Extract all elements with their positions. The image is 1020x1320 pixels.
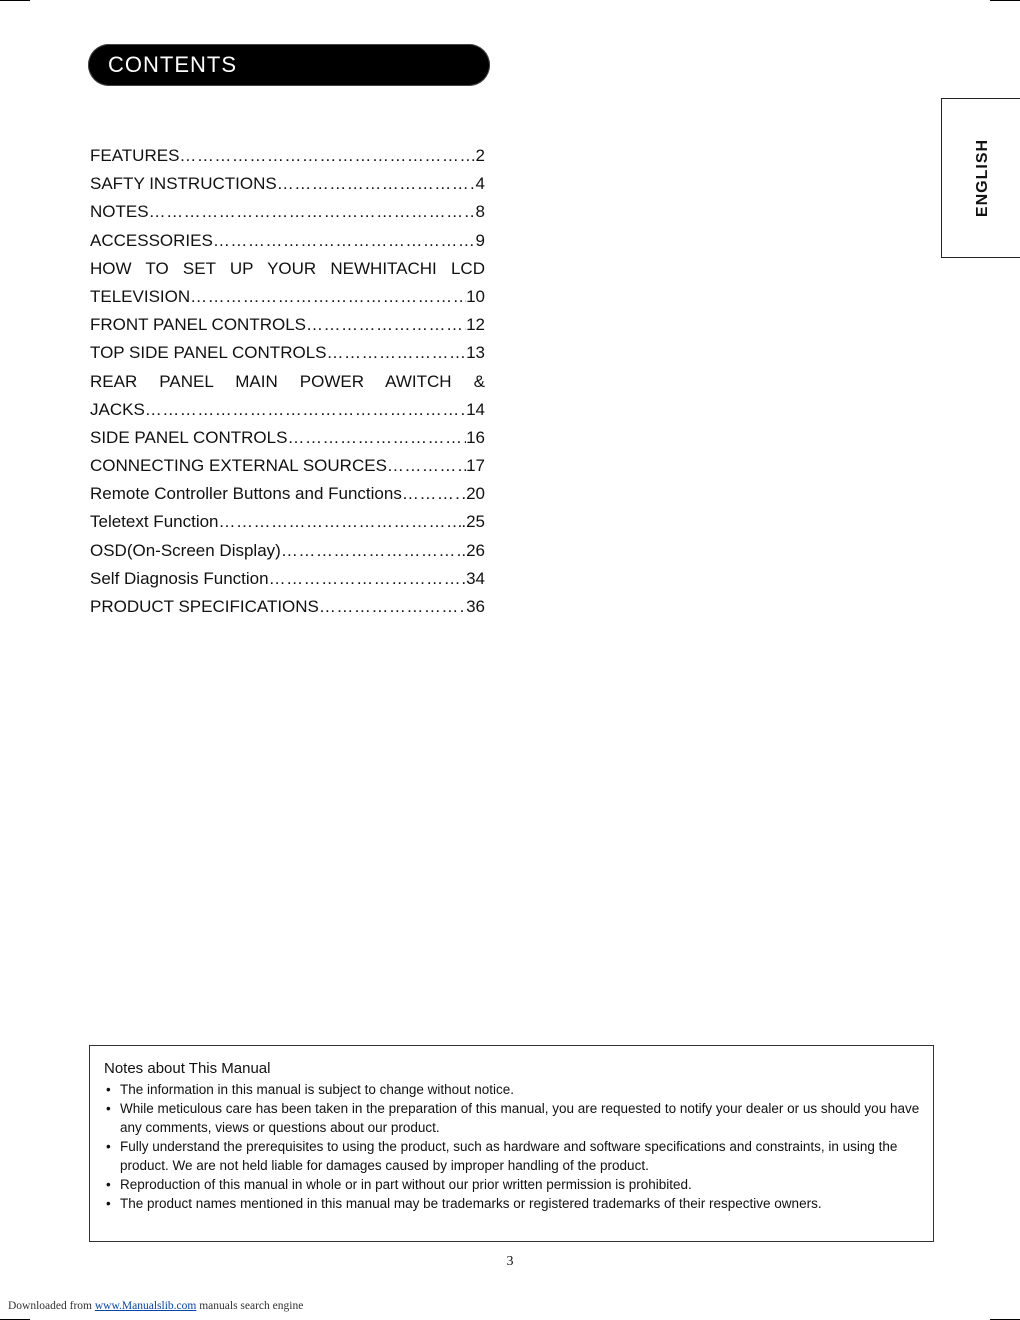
contents-banner — [88, 44, 490, 86]
toc-entry-title: CONNECTING EXTERNAL SOURCES — [90, 456, 387, 476]
toc-entry[interactable] — [90, 311, 485, 339]
toc-leader-dots — [387, 452, 466, 480]
toc-entry-page: .26 — [461, 540, 485, 560]
notes-item: • Fully understand the prerequisites to using the product, such as hardware and software specifications and constraints, in using the product. We are not held liable for damages caused by improper handling of the product. — [106, 1139, 898, 1173]
notes-item: • Reproduction of this manual in whole or in part without our prior written permission is prohibited. — [106, 1177, 692, 1192]
crop-mark-top-right — [990, 0, 1020, 1]
toc-entry-page: 9 — [475, 230, 485, 250]
toc-entry-title: Remote Controller Buttons and Functions — [90, 484, 402, 504]
toc-entry-page: 14 — [466, 399, 485, 419]
toc-entry[interactable] — [90, 198, 485, 226]
notes-list — [104, 1080, 921, 1213]
footer-suffix: manuals search engine — [196, 1300, 304, 1312]
notes-item: • The information in this manual is subject to change without notice. — [106, 1082, 514, 1097]
toc-entry-title: TELEVISION — [90, 286, 191, 306]
toc-entry[interactable] — [90, 368, 485, 396]
toc-entry-title: REAR PANEL MAIN POWER AWITCH & — [90, 371, 485, 391]
toc-entry[interactable] — [90, 339, 485, 367]
footer-prefix: Downloaded from — [8, 1300, 95, 1312]
toc-leader-dots — [190, 283, 466, 311]
toc-entry[interactable] — [90, 565, 485, 593]
toc-entry[interactable] — [90, 396, 485, 424]
toc-entry-title: TOP SIDE PANEL CONTROLS — [90, 343, 327, 363]
toc-entry-page: 8 — [475, 202, 485, 222]
toc-leader-dots — [281, 537, 462, 565]
toc-leader-dots — [327, 339, 467, 367]
toc-entry-page: .25 — [461, 512, 485, 532]
toc-entry-page: 36 — [466, 597, 485, 616]
toc-leader-dots — [179, 142, 475, 170]
toc-entry[interactable] — [90, 593, 485, 621]
toc-leader-dots — [213, 227, 476, 255]
toc-leader-dots — [287, 424, 466, 452]
toc-leader-dots — [277, 170, 476, 198]
toc-entry-page: 13 — [466, 343, 485, 363]
page-number: 3 — [506, 1254, 514, 1269]
toc-entry-title: JACKS — [90, 399, 145, 419]
toc-entry-page: 17 — [466, 456, 485, 476]
language-tab-label: ENGLISH — [974, 138, 991, 218]
toc-entry[interactable] — [90, 283, 485, 311]
toc-entry-title: HOW TO SET UP YOUR NEWHITACHI LCD — [90, 258, 485, 278]
notes-item: • While meticulous care has been taken in the preparation of this manual, you are requested to notify your dealer or us should you have any comments, views or questions about our product. — [106, 1101, 920, 1135]
toc-entry-title: OSD(On-Screen Display) — [90, 540, 281, 560]
manualslib-link[interactable]: www.Manualslib.com — [94, 1300, 197, 1312]
toc-entry[interactable] — [90, 537, 485, 565]
toc-entry[interactable] — [90, 170, 485, 198]
toc-entry-title: SAFTY INSTRUCTIONS — [90, 174, 277, 194]
notes-title: Notes about This Manual — [104, 1060, 271, 1077]
toc-entry-title: Self Diagnosis Function — [90, 568, 269, 588]
toc-entry-title: SIDE PANEL CONTROLS — [90, 427, 288, 447]
toc-entry-title: Teletext Function — [90, 512, 219, 532]
toc-entry-title: PRODUCT SPECIFICATIONS — [90, 597, 319, 616]
toc-entry-page: 12 — [466, 315, 485, 335]
toc-leader-dots — [145, 396, 466, 424]
toc-leader-dots — [306, 311, 466, 339]
language-tab — [941, 98, 1020, 258]
toc-entry-title: FEATURES — [90, 146, 180, 165]
crop-mark-top-left — [0, 0, 30, 1]
toc-leader-dots — [402, 480, 462, 508]
toc-entry-title: NOTES — [90, 202, 149, 222]
toc-entry[interactable] — [90, 255, 485, 283]
download-footer — [8, 1300, 303, 1312]
toc-entry-page: .20 — [461, 484, 485, 504]
toc-entry-page: .34 — [461, 568, 485, 588]
table-of-contents — [90, 142, 485, 621]
toc-leader-dots — [269, 565, 462, 593]
toc-leader-dots — [149, 198, 476, 226]
toc-entry-page: 16 — [466, 427, 485, 447]
toc-entry[interactable] — [90, 508, 485, 536]
toc-entry-page: 2 — [475, 146, 485, 165]
notes-box — [89, 1045, 934, 1242]
notes-item: • The product names mentioned in this manual may be trademarks or registered trademarks of their respective owners. — [106, 1196, 822, 1211]
toc-entry[interactable] — [90, 480, 485, 508]
toc-entry[interactable] — [90, 452, 485, 480]
toc-entry-page: 10 — [466, 286, 485, 306]
page-title: CONTENTS — [108, 52, 237, 77]
toc-entry-page: 4 — [475, 174, 485, 194]
toc-leader-dots — [219, 508, 462, 536]
toc-entry-title: ACCESSORIES — [90, 230, 213, 250]
toc-entry[interactable] — [90, 227, 485, 255]
toc-leader-dots — [319, 593, 466, 621]
toc-entry[interactable] — [90, 142, 485, 170]
toc-entry-title: FRONT PANEL CONTROLS — [90, 315, 306, 335]
toc-entry[interactable] — [90, 424, 485, 452]
